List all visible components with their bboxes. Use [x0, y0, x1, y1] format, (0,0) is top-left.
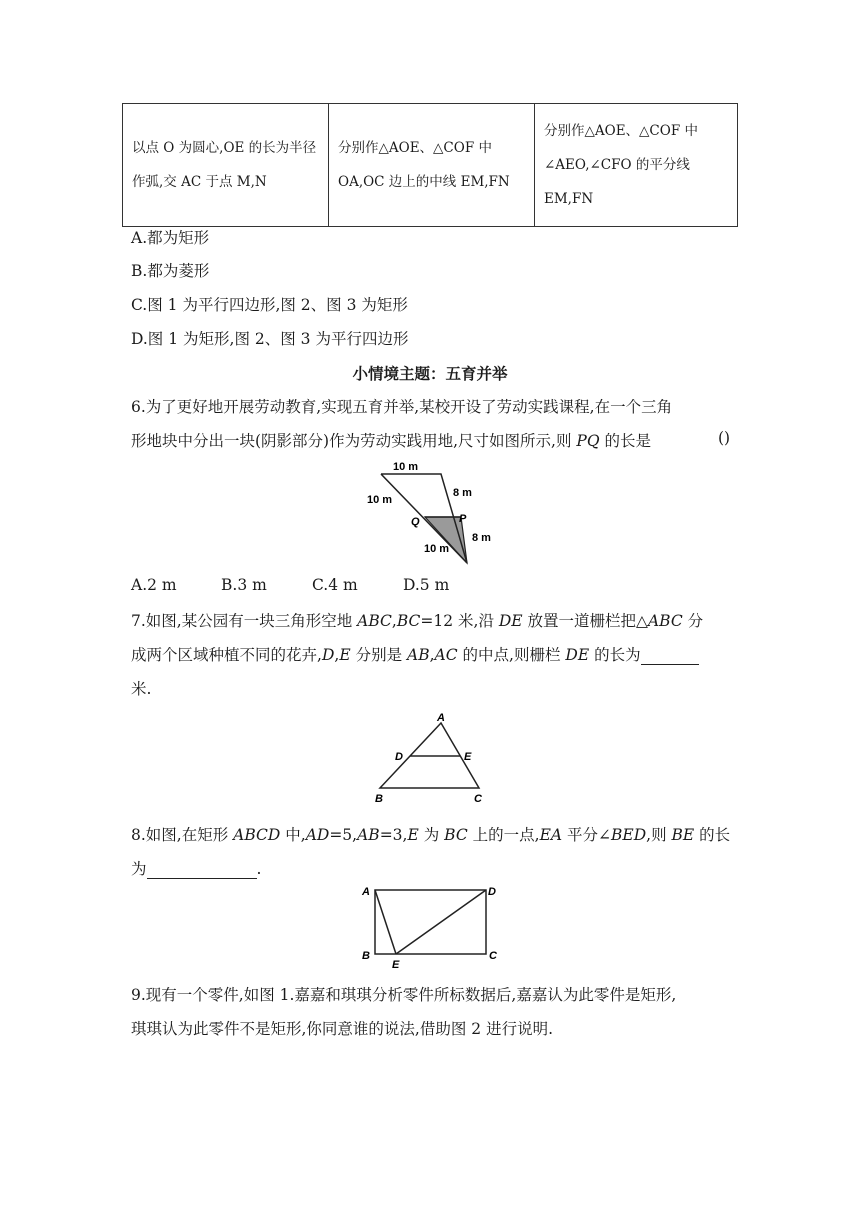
table-cell-2: 分别作△AOE、△COF 中 OA,OC 边上的中线 EM,FN — [329, 104, 535, 227]
table-cell-1: 以点 O 为圆心,OE 的长为半径作弧,交 AC 于点 M,N — [123, 104, 329, 227]
label-c: C — [474, 793, 482, 805]
label-c: C — [489, 950, 497, 962]
segment-ed — [396, 890, 486, 954]
rectangle-abcd — [375, 890, 486, 954]
q6-text-line-1: 6.为了更好地开展劳动教育,实现五育并举,某校开设了劳动实践课程,在一个三角 — [131, 398, 673, 416]
q9-text-line-2: 琪琪认为此零件不是矩形,你同意谁的说法,借助图 2 进行说明. — [131, 1020, 553, 1038]
label-e: E — [464, 751, 472, 763]
q8-answer-blank[interactable] — [147, 862, 257, 879]
q6-figure — [355, 455, 515, 575]
q6-option-b: B.3 m — [221, 576, 267, 594]
label-p: P — [459, 513, 467, 525]
q8-text-line-1: 8.如图,在矩形 ABCD 中,AD=5,AB=3,E 为 BC 上的一点,EA 平分∠BED,则 BE 的长 — [131, 826, 731, 844]
q7-figure — [365, 708, 495, 808]
label-left: 10 m — [367, 494, 393, 506]
q7-answer-blank[interactable] — [641, 648, 699, 665]
label-e: E — [392, 959, 400, 971]
q6-option-a: A.2 m — [131, 576, 177, 594]
q7-text-line-1: 7.如图,某公园有一块三角形空地 ABC,BC=12 米,沿 DE 放置一道栅栏把△ABC 分 — [131, 612, 704, 630]
q8-text-line-2: 为 . — [131, 860, 262, 878]
q7-text-line-2: 成两个区域种植不同的花卉,D,E 分别是 AB,AC 的中点,则栅栏 DE 的长为 — [131, 643, 699, 665]
q5-option-b: B.都为菱形 — [131, 262, 210, 280]
label-d: D — [395, 751, 403, 763]
table-cell-3: 分别作△AOE、△COF 中∠AEO,∠CFO 的平分线 EM,FN — [535, 104, 738, 227]
label-a: A — [362, 886, 370, 898]
q8-figure — [355, 880, 515, 972]
q6-answer-paren: () — [718, 429, 731, 447]
label-d: D — [488, 886, 496, 898]
label-right-top: 8 m — [453, 487, 472, 499]
options-table — [122, 103, 738, 227]
label-q: Q — [411, 516, 420, 528]
segment-ae — [375, 890, 396, 954]
label-b: B — [362, 950, 370, 962]
q9-text-line-1: 9.现有一个零件,如图 1.嘉嘉和琪琪分析零件所标数据后,嘉嘉认为此零件是矩形, — [131, 986, 677, 1004]
q6-option-c: C.4 m — [312, 576, 358, 594]
label-bottom: 10 m — [424, 543, 450, 555]
label-top: 10 m — [393, 461, 419, 473]
label-a: A — [437, 712, 445, 724]
q7-text-line-3: 米. — [131, 680, 152, 698]
table-row — [123, 104, 738, 227]
q5-option-a: A.都为矩形 — [131, 229, 210, 247]
q5-option-c: C.图 1 为平行四边形,图 2、图 3 为矩形 — [131, 296, 408, 314]
q6-option-d: D.5 m — [403, 576, 450, 594]
section-title: 小情境主题：五育并举 — [352, 365, 508, 383]
q5-option-d: D.图 1 为矩形,图 2、图 3 为平行四边形 — [131, 330, 409, 348]
label-right-bottom: 8 m — [472, 532, 491, 544]
q6-text-line-2: 形地块中分出一块(阴影部分)作为劳动实践用地,尺寸如图所示,则 PQ 的长是 — [131, 432, 651, 450]
label-b: B — [375, 793, 383, 805]
